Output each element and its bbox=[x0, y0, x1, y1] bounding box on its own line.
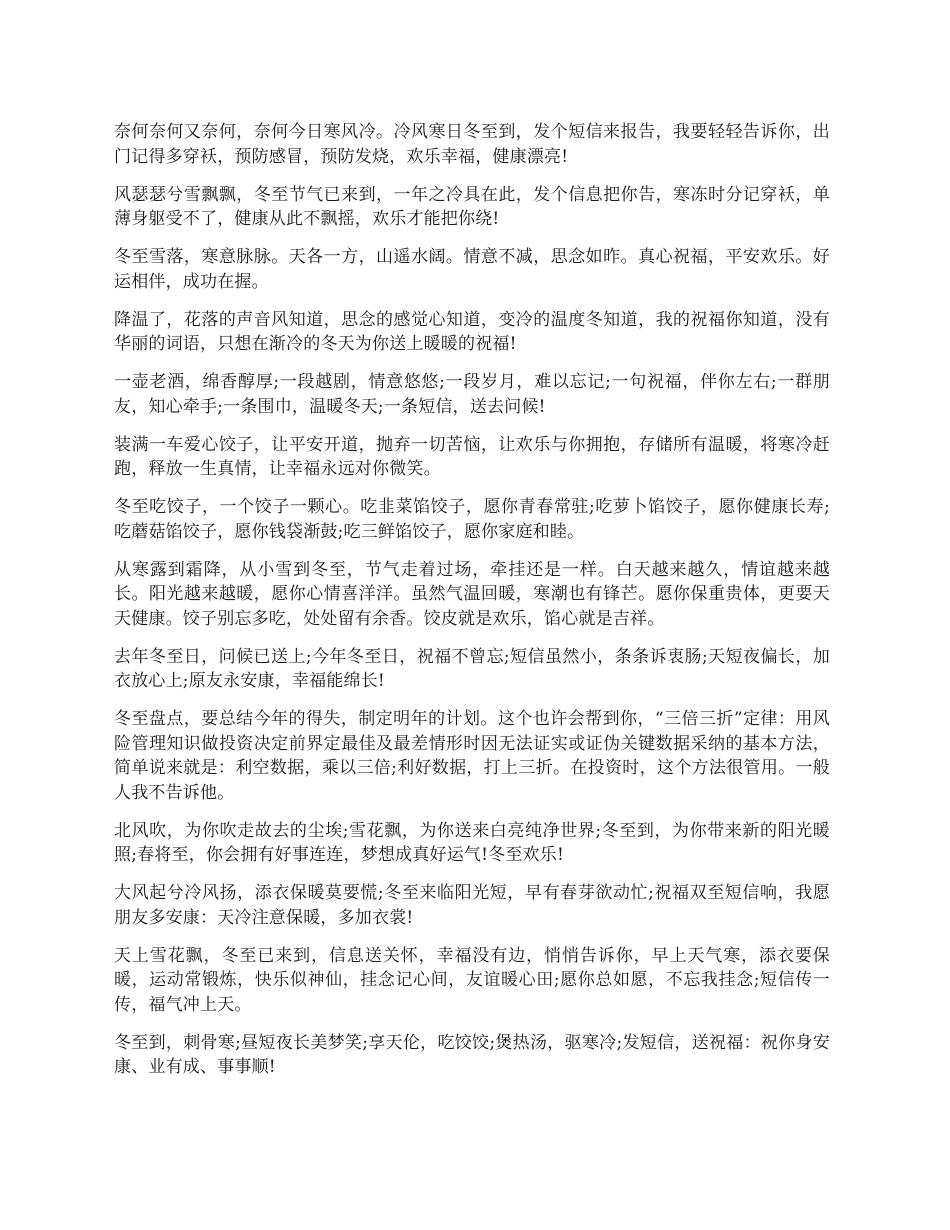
paragraph: 装满一车爱心饺子，让平安开道，抛弃一切苦恼，让欢乐与你拥抱，存储所有温暖，将寒冷赶跑，释放一生真情，让幸福永远对你微笑。 bbox=[114, 434, 830, 479]
paragraph: 从寒露到霜降，从小雪到冬至，节气走着过场，牵挂还是一样。白天越来越久，情谊越来越长。阳光越来越暖，愿你心情喜洋洋。虽然气温回暖，寒潮也有锋芒。愿你保重贵体，更要天天健康。饺子别忘多吃，处处留有余香。饺皮就是欢乐，馅心就是吉祥。 bbox=[114, 559, 830, 629]
paragraph: 奈何奈何又奈何，奈何今日寒风冷。冷风寒日冬至到，发个短信来报告，我要轻轻告诉你，出门记得多穿袄，预防感冒，预防发烧，欢乐幸福，健康漂亮! bbox=[114, 122, 830, 167]
paragraph: 降温了，花落的声音风知道，思念的感觉心知道，变冷的温度冬知道，我的祝福你知道，没有华丽的词语，只想在渐冷的冬天为你送上暖暖的祝福! bbox=[114, 309, 830, 354]
paragraph: 冬至盘点，要总结今年的得失，制定明年的计划。这个也许会帮到你，“三倍三折”定律：用风险管理知识做投资决定前界定最佳及最差情形时因无法证实或证伪关键数据采纳的基本方法，简单说来就是：利空数据，乘以三倍;利好数据，打上三折。在投资时，这个方法很管用。一般人我不告诉他。 bbox=[114, 709, 830, 803]
paragraph: 天上雪花飘，冬至已来到，信息送关怀，幸福没有边，悄悄告诉你，早上天气寒，添衣要保暖，运动常锻炼，快乐似神仙，挂念记心间，友谊暖心田;愿你总如愿，不忘我挂念;短信传一传，福气冲上天。 bbox=[114, 945, 830, 1015]
paragraph: 大风起兮冷风扬，添衣保暖莫要慌;冬至来临阳光短，早有春芽欲动忙;祝福双至短信响，我愿朋友多安康：天冷注意保暖，多加衣裳! bbox=[114, 883, 830, 928]
paragraph: 北风吹，为你吹走故去的尘埃;雪花飘，为你送来白亮纯净世界;冬至到，为你带来新的阳光暖照;春将至，你会拥有好事连连，梦想成真好运气!冬至欢乐! bbox=[114, 820, 830, 865]
document-body bbox=[114, 120, 830, 1093]
paragraph: 冬至到，刺骨寒;昼短夜长美梦笑;享天伦，吃饺饺;煲热汤，驱寒冷;发短信，送祝福：祝你身安康、业有成、事事顺! bbox=[114, 1032, 830, 1077]
paragraph: 冬至吃饺子，一个饺子一颗心。吃韭菜馅饺子，愿你青春常驻;吃萝卜馅饺子，愿你健康长寿;吃蘑菇馅饺子，愿你钱袋渐鼓;吃三鲜馅饺子，愿你家庭和睦。 bbox=[114, 497, 830, 542]
paragraph: 一壶老酒，绵香醇厚;一段越剧，情意悠悠;一段岁月，难以忘记;一句祝福，伴你左右;一群朋友，知心牵手;一条围巾，温暖冬天;一条短信，送去问候! bbox=[114, 372, 830, 417]
paragraph: 去年冬至日，问候已送上;今年冬至日，祝福不曾忘;短信虽然小，条条诉衷肠;天短夜偏长，加衣放心上;原友永安康，幸福能绵长! bbox=[114, 646, 830, 691]
paragraph: 风瑟瑟兮雪飘飘，冬至节气已来到，一年之冷具在此，发个信息把你告，寒冻时分记穿袄，单薄身躯受不了，健康从此不飘摇，欢乐才能把你绕! bbox=[114, 184, 830, 229]
paragraph: 冬至雪落，寒意脉脉。天各一方，山遥水阔。情意不减，思念如昨。真心祝福，平安欢乐。好运相伴，成功在握。 bbox=[114, 247, 830, 292]
